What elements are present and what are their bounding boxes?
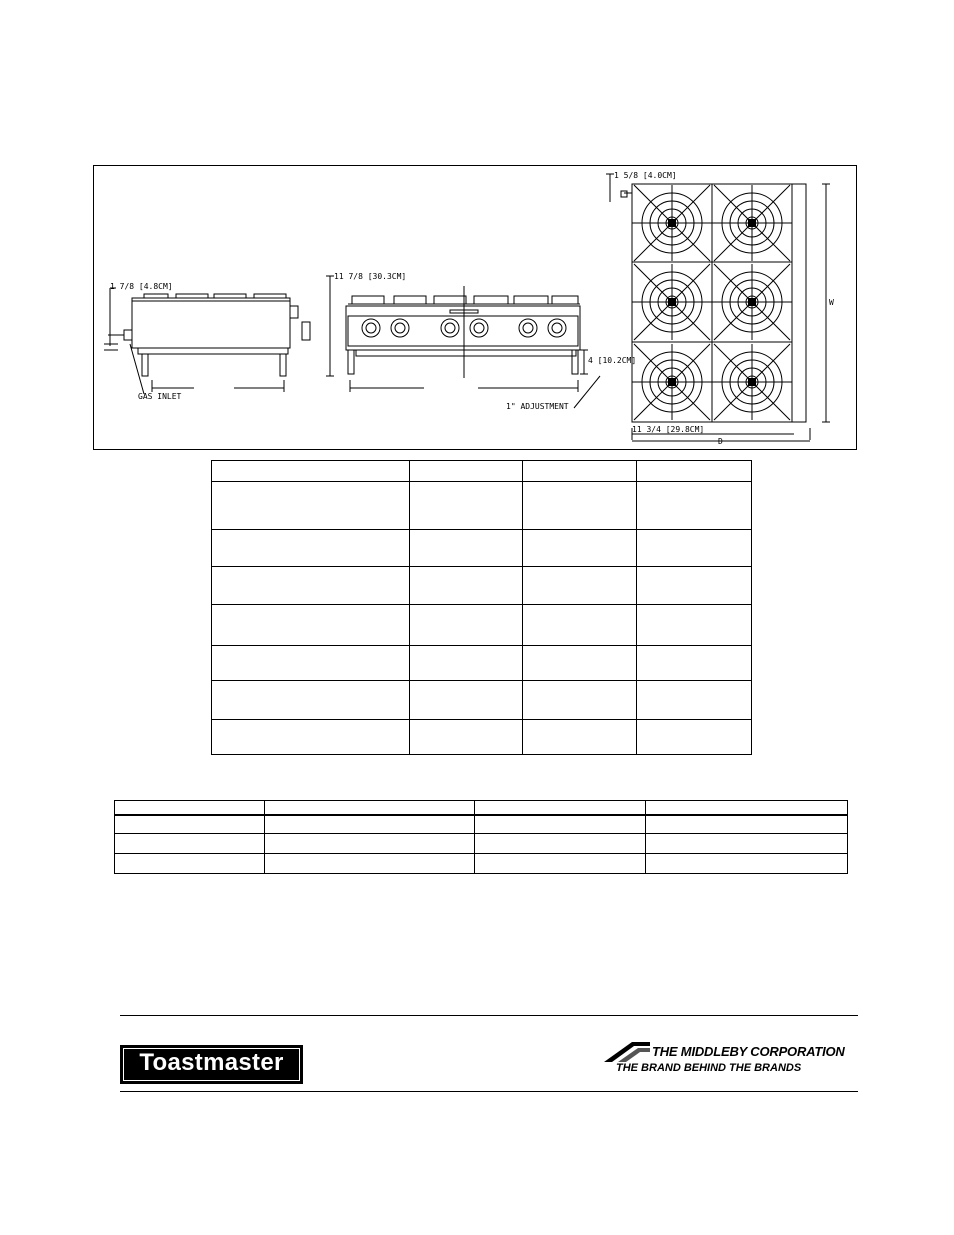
toastmaster-logo <box>120 1045 303 1084</box>
middleby-logo <box>604 1040 845 1078</box>
drawing-svg <box>94 166 858 451</box>
dim-leg-height: 4 [10.2CM] <box>588 356 637 365</box>
table-row <box>115 801 848 815</box>
table-row <box>115 815 848 834</box>
label-depth: D <box>718 437 723 446</box>
dim-side-height: 1 7/8 [4.8CM] <box>110 282 173 291</box>
side-view <box>104 288 310 394</box>
table-row <box>212 567 752 605</box>
table-row <box>212 605 752 646</box>
dim-top-offset: 1 5/8 [4.0CM] <box>614 171 677 180</box>
middleby-name: THE MIDDLEBY CORPORATION <box>652 1044 845 1059</box>
middleby-swoosh-icon <box>604 1040 654 1062</box>
dim-front-height: 11 7/8 [30.3CM] <box>334 272 407 281</box>
toastmaster-logo-text: Toastmaster <box>123 1048 300 1081</box>
label-gas-inlet: GAS INLET <box>138 392 182 401</box>
table-row <box>212 720 752 755</box>
top-view <box>606 174 830 441</box>
table-row <box>212 530 752 567</box>
label-width: W <box>829 298 834 307</box>
table-row <box>212 482 752 530</box>
footer-rule-bottom <box>120 1091 858 1092</box>
spec-table-secondary <box>114 800 848 874</box>
footer-rule-top <box>120 1015 858 1016</box>
table-row <box>212 461 752 482</box>
spec-table-main <box>211 460 752 755</box>
technical-drawing <box>93 165 857 450</box>
middleby-tagline: THE BRAND BEHIND THE BRANDS <box>616 1062 802 1074</box>
dim-depth-offset: 11 3/4 [29.8CM] <box>632 425 705 434</box>
table-row <box>115 854 848 874</box>
table-row <box>212 681 752 720</box>
table-row <box>115 834 848 854</box>
dim-adjustment: 1" ADJUSTMENT <box>506 402 569 411</box>
front-view <box>326 276 600 408</box>
table-row <box>212 646 752 681</box>
